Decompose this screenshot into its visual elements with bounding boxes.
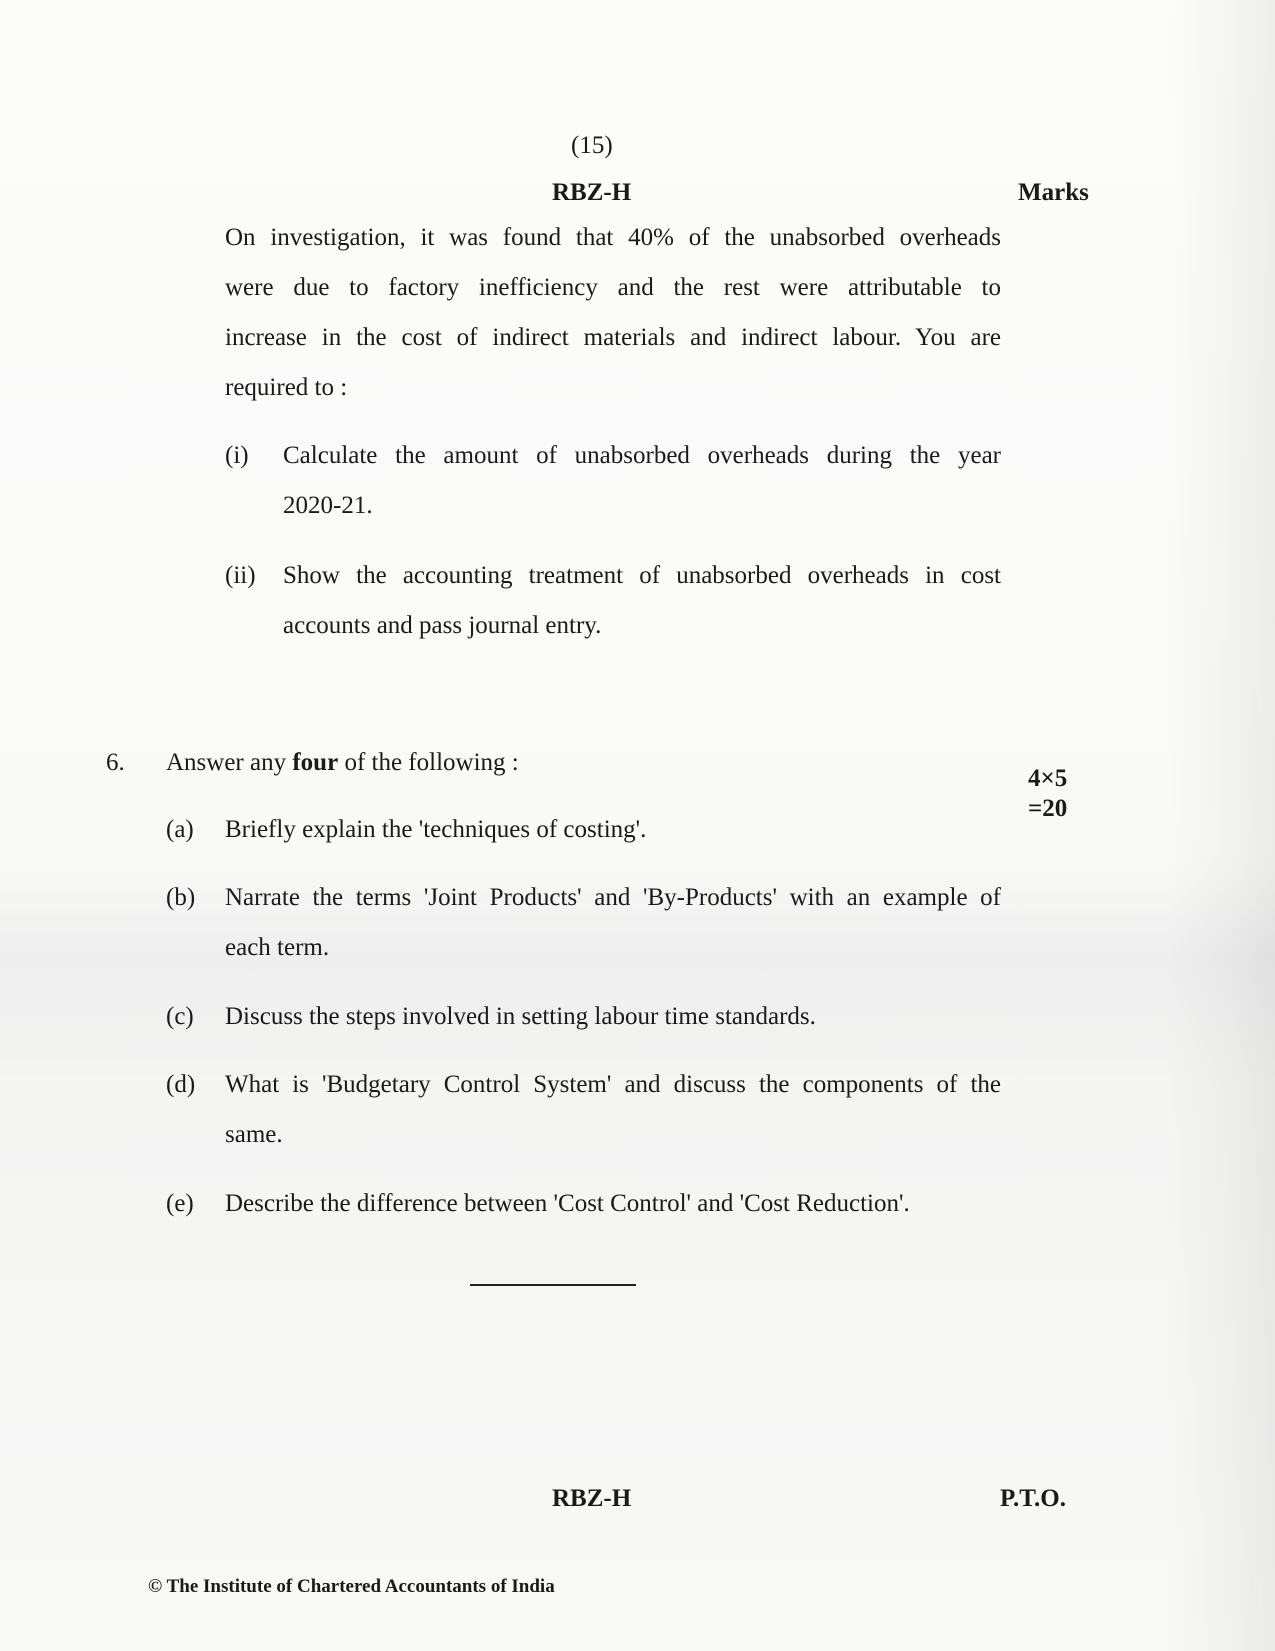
part-d-line-1: What is 'Budgetary Control System' and discuss the components of the — [225, 1071, 1001, 1098]
sub-item-label-i: (i) — [225, 442, 249, 469]
paper-code-header: RBZ-H — [552, 179, 632, 206]
scan-edge-shadow — [1165, 0, 1275, 1651]
page-number: (15) — [571, 132, 613, 159]
part-d-line-2: same. — [225, 1121, 283, 1148]
copyright-notice: © The Institute of Chartered Accountants of India — [148, 1576, 555, 1597]
sub-item-i-line-1: Calculate the amount of unabsorbed overheads during the year — [283, 442, 1001, 469]
part-b-line-1: Narrate the terms 'Joint Products' and 'By-Products' with an example of — [225, 884, 1001, 911]
part-label-a: (a) — [166, 816, 194, 843]
part-label-b: (b) — [166, 884, 196, 911]
question-text-after: of the following : — [338, 749, 519, 776]
question-text-before: Answer any — [166, 749, 293, 776]
paper-code-footer: RBZ-H — [552, 1485, 632, 1512]
pto-label: P.T.O. — [1000, 1485, 1066, 1512]
part-label-e: (e) — [166, 1190, 194, 1217]
part-b-line-2: each term. — [225, 934, 330, 961]
sub-item-ii-line-2: accounts and pass journal entry. — [283, 612, 602, 639]
question-number: 6. — [106, 749, 125, 776]
paragraph-line-4: required to : — [225, 374, 348, 401]
question-text-bold: four — [292, 749, 339, 776]
paragraph-line-3: increase in the cost of indirect materials and indirect labour. You are — [225, 324, 1001, 351]
sub-item-i-line-2: 2020-21. — [283, 492, 373, 519]
part-c-line-1: Discuss the steps involved in setting labour time standards. — [225, 1003, 816, 1030]
sub-item-ii-line-1: Show the accounting treatment of unabsorbed overheads in cost — [283, 562, 1001, 589]
paragraph-line-2: were due to factory inefficiency and the rest were attributable to — [225, 274, 1001, 301]
part-a-line-1: Briefly explain the 'techniques of costing'. — [225, 816, 647, 843]
sub-item-label-ii: (ii) — [225, 562, 256, 589]
question-instruction — [166, 749, 519, 777]
marks-column-label: Marks — [1018, 179, 1089, 206]
part-label-c: (c) — [166, 1003, 194, 1030]
end-of-questions-rule — [470, 1284, 636, 1286]
part-label-d: (d) — [166, 1071, 196, 1098]
question-marks-line-2: =20 — [1028, 795, 1068, 822]
part-e-line-1: Describe the difference between 'Cost Control' and 'Cost Reduction'. — [225, 1190, 910, 1217]
question-marks-line-1: 4×5 — [1028, 765, 1068, 792]
paragraph-line-1: On investigation, it was found that 40% of the unabsorbed overheads — [225, 224, 1001, 251]
